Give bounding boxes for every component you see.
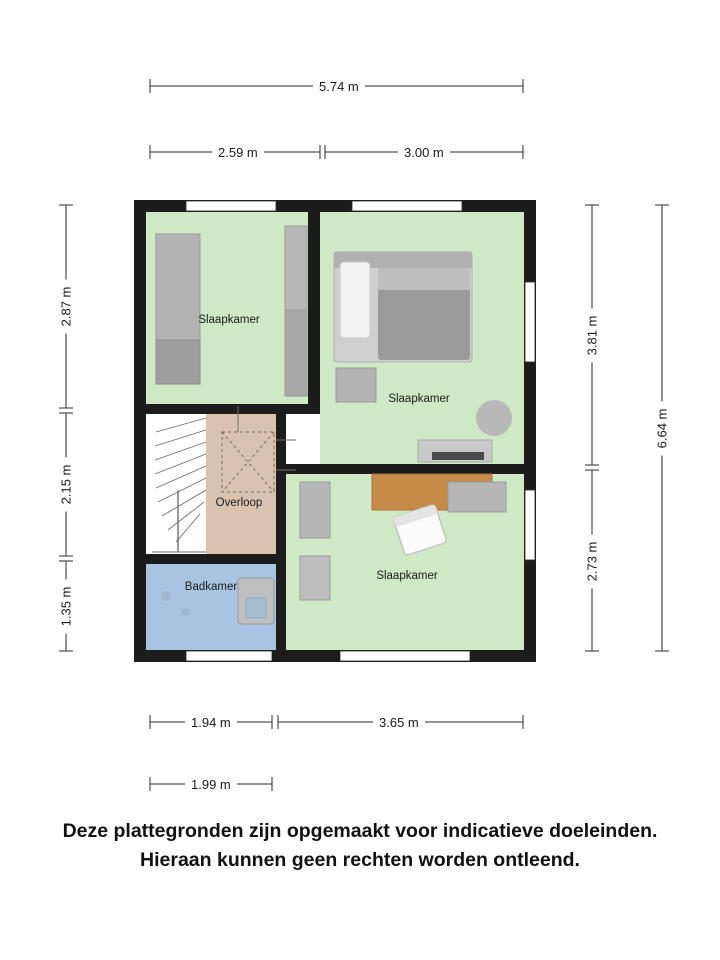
- dim-top-inner-left: 2.59 m: [212, 145, 264, 160]
- disclaimer-line-2: Hieraan kunnen geen rechten worden ontleend.: [140, 849, 580, 871]
- dim-left-2: 2.15 m: [59, 458, 74, 512]
- disclaimer-line-1: Deze plattegronden zijn opgemaakt voor indicatieve doeleinden.: [62, 820, 658, 842]
- room-label-bedroom-top-right: Slaapkamer: [388, 393, 450, 405]
- staircase: [152, 416, 206, 552]
- dim-bottom-outer: 1.99 m: [185, 777, 237, 792]
- dim-right-outer: 6.64 m: [655, 402, 670, 456]
- room-label-bedroom-top-left: Slaapkamer: [198, 314, 260, 326]
- dim-left-3: 1.35 m: [59, 580, 74, 634]
- dim-top-inner-right: 3.00 m: [398, 145, 450, 160]
- dim-left-1: 2.87 m: [59, 280, 74, 334]
- dim-top-outer: 5.74 m: [313, 79, 365, 94]
- dim-bottom-inner-left: 1.94 m: [185, 715, 237, 730]
- dim-right-1: 3.81 m: [585, 309, 600, 363]
- room-label-bedroom-bottom-right: Slaapkamer: [376, 570, 438, 582]
- dim-bottom-inner-right: 3.65 m: [373, 715, 425, 730]
- dim-right-2: 2.73 m: [585, 535, 600, 589]
- room-label-landing: Overloop: [215, 497, 263, 509]
- room-label-bathroom: Badkamer: [184, 581, 238, 593]
